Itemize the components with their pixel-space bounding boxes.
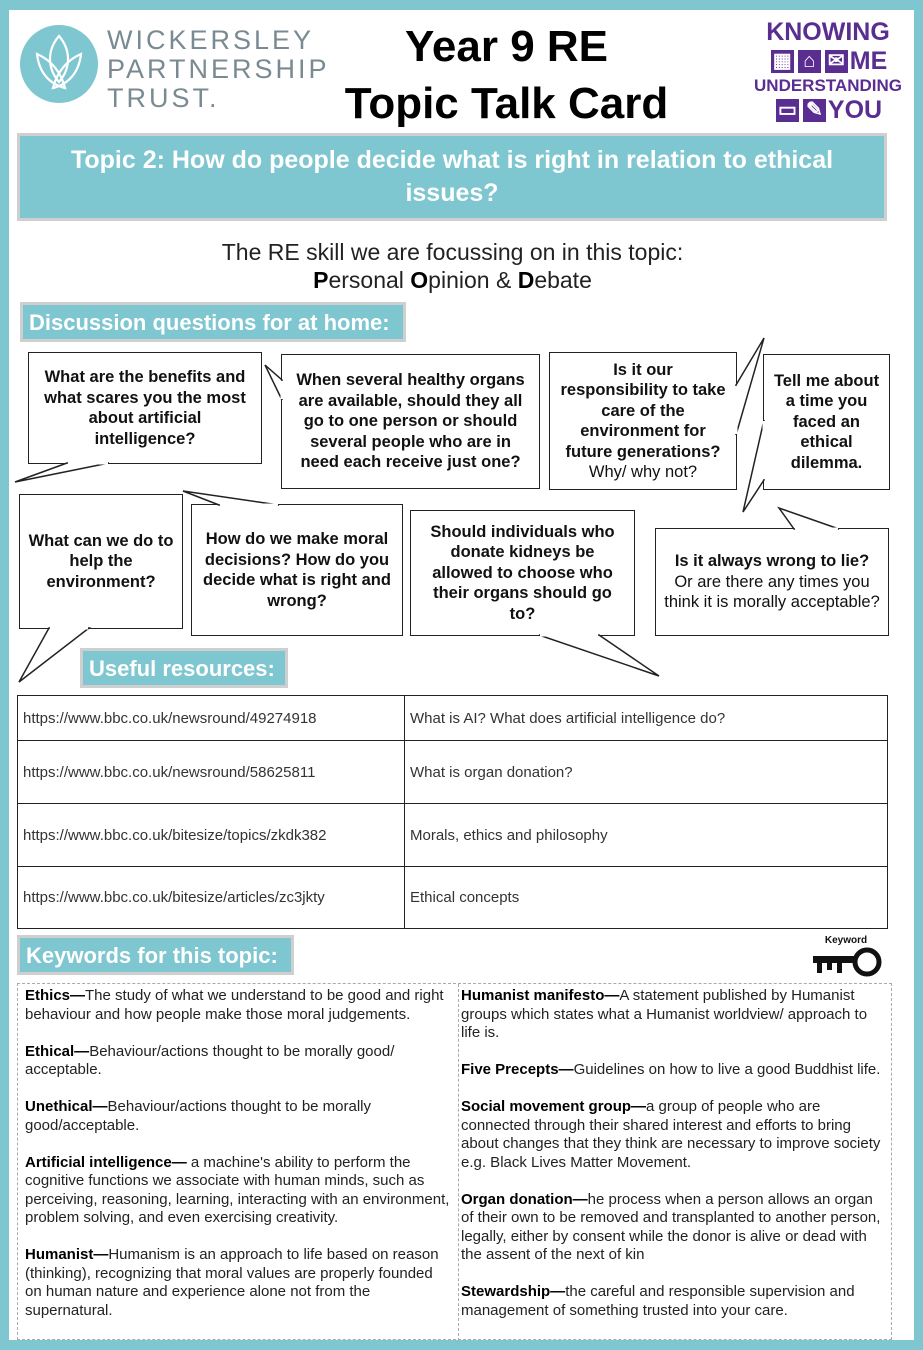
resource-url[interactable]: https://www.bbc.co.uk/bitesize/articles/zc3jkty <box>18 867 405 929</box>
keyword-term: Ethics— <box>25 987 86 1004</box>
trust-name-line: PARTNERSHIP <box>107 54 330 84</box>
resources-heading: Useful resources: <box>80 648 288 688</box>
keyword-term: Artificial intelligence— <box>25 1153 187 1171</box>
keyword-entry <box>25 1154 452 1228</box>
badge-tile-icon: ✉ <box>825 50 848 73</box>
resources-table <box>17 695 888 929</box>
keyword-term: Stewardship— <box>461 1283 566 1300</box>
question-bubble: What are the benefits and what scares you the most about artificial intelligence? <box>28 352 262 464</box>
keyword-definition: Guidelines on how to live a good Buddhist life. <box>573 1061 881 1078</box>
keyword-entry <box>461 1191 886 1265</box>
resource-desc: Morals, ethics and philosophy <box>405 804 888 867</box>
keywords-box <box>17 983 892 1340</box>
keyword-definition: Humanism is an approach to life based on reason (thinking), recognizing that moral values are properly founded on human nature and experience alone not from the supernatural. <box>25 1246 439 1319</box>
keywords-heading: Keywords for this topic: <box>17 935 294 975</box>
question-text <box>664 551 880 613</box>
keyword-term: Unethical— <box>25 1098 108 1115</box>
question-text <box>558 360 728 483</box>
badge-you: YOU <box>827 96 883 124</box>
keyword-definition: The study of what we understand to be good and right behaviour and how people make those moral judgements. <box>25 987 444 1023</box>
table-row <box>18 804 888 867</box>
question-bubble: When several healthy organs are available, should they all go to one person or should several people who are in need each receive just one? <box>281 354 540 489</box>
talk-card-page <box>9 10 914 1340</box>
topic-banner: Topic 2: How do people decide what is right in relation to ethical issues? <box>17 133 887 221</box>
re-skill <box>9 238 896 294</box>
skill-letter: D <box>517 267 535 293</box>
badge-tile-icon: ▭ <box>776 99 799 122</box>
badge-row-3: UNDERSTANDING <box>754 76 902 95</box>
key-icon <box>811 946 883 982</box>
resource-desc: Ethical concepts <box>405 867 888 929</box>
knowing-me-badge <box>755 18 901 125</box>
keyword-definition: a group of people who are connected through their shared interest and efforts to bring about changes that they think are necessary to improve society e.g. Black Lives Matter Movement. <box>461 1098 881 1171</box>
discussion-heading: Discussion questions for at home: <box>20 302 406 342</box>
keyword-term: Humanist— <box>25 1246 109 1263</box>
keyword-definition: A statement published by Humanist groups which states what a Humanist worldview/ approach to life is. <box>461 987 868 1041</box>
keyword-entry <box>461 987 886 1043</box>
keyword-term: Ethical— <box>25 1042 90 1060</box>
badge-me: ME <box>849 47 888 75</box>
badge-tile-icon: ⌂ <box>798 50 821 73</box>
keyword-definition: the careful and responsible supervision and management of something trusted into your care. <box>461 1283 855 1319</box>
trust-logo-icon <box>19 24 99 104</box>
keyword-entry <box>25 1043 452 1080</box>
keywords-right-column <box>461 987 886 1339</box>
keyword-term: Five Precepts— <box>461 1061 574 1078</box>
question-bubble <box>549 352 737 490</box>
badge-row-4 <box>755 96 901 125</box>
keyword-entry <box>25 1098 452 1135</box>
question-bubble: Should individuals who donate kidneys be allowed to choose who their organs should go to? <box>410 510 635 636</box>
question-normal: Why/ why not? <box>588 463 698 481</box>
resource-url[interactable]: https://www.bbc.co.uk/bitesize/topics/zkdk382 <box>18 804 405 867</box>
skill-word: ebate <box>534 267 592 293</box>
badge-row-2 <box>755 47 901 76</box>
keywords-left-column <box>25 987 452 1339</box>
title-line-2: Topic Talk Card <box>344 79 669 128</box>
keyword-definition: Behaviour/actions thought to be morally good/acceptable. <box>25 1098 372 1134</box>
resource-url[interactable]: https://www.bbc.co.uk/newsround/58625811 <box>18 741 405 804</box>
table-row <box>18 696 888 741</box>
keyword-term: Social movement group— <box>461 1098 647 1115</box>
trust-name-line: WICKERSLEY <box>107 25 315 55</box>
keyword-key-icon <box>811 935 891 985</box>
table-row <box>18 867 888 929</box>
resource-desc: What is AI? What does artificial intelligence do? <box>405 696 888 741</box>
skill-letter: P <box>313 267 329 293</box>
keyword-entry <box>461 1098 886 1172</box>
keyword-entry <box>25 1246 452 1320</box>
skill-intro: The RE skill we are focussing on in this topic: <box>221 239 684 265</box>
question-bold: Is it always wrong to lie? <box>674 552 870 571</box>
skill-letter: O <box>410 267 429 293</box>
badge-row-1: KNOWING <box>766 18 890 46</box>
badge-tile-icon: ✎ <box>803 99 826 122</box>
question-bold: Is it our responsibility to take care of the environment for future generations? <box>560 360 726 461</box>
resource-desc: What is organ donation? <box>405 741 888 804</box>
keyword-entry <box>461 1283 886 1320</box>
keyword-definition: he process when a person allows an organ of their own to be removed and transplanted to another person, legally, either by consent while the donor is alive or dead with the assent of the next of kin <box>461 1190 881 1263</box>
skill-name <box>9 266 896 294</box>
keyword-entry <box>461 1061 886 1080</box>
table-row <box>18 741 888 804</box>
title-line-1: Year 9 RE <box>404 22 609 71</box>
keywords-divider <box>458 984 459 1341</box>
question-bubble: Tell me about a time you faced an ethical dilemma. <box>763 354 890 490</box>
question-bubble <box>655 528 889 636</box>
page-title <box>309 18 704 132</box>
keyword-definition: Behaviour/actions thought to be morally good/ acceptable. <box>25 1042 395 1078</box>
keyword-term: Humanist manifesto— <box>461 987 620 1004</box>
question-bubble: What can we do to help the environment? <box>19 494 183 629</box>
keyword-icon-label: Keyword <box>824 935 868 946</box>
resource-url[interactable]: https://www.bbc.co.uk/newsround/49274918 <box>18 696 405 741</box>
trust-name <box>107 26 330 113</box>
keyword-entry <box>25 987 452 1024</box>
skill-word: ersonal <box>328 267 411 293</box>
question-normal: Or are there any times you think it is morally acceptable? <box>664 572 880 612</box>
badge-tile-icon: ▦ <box>771 50 794 73</box>
trust-name-line: TRUST. <box>107 83 220 113</box>
keyword-term: Organ donation— <box>461 1190 588 1208</box>
keyword-definition: a machine's ability to perform the cognitive functions we associate with human minds, such as perceiving, reasoning, learning, interacting with an environment, problem solving, and even exercising creativity. <box>25 1153 450 1226</box>
question-bubble: How do we make moral decisions? How do you decide what is right and wrong? <box>191 504 403 636</box>
skill-word: pinion & <box>428 267 518 293</box>
